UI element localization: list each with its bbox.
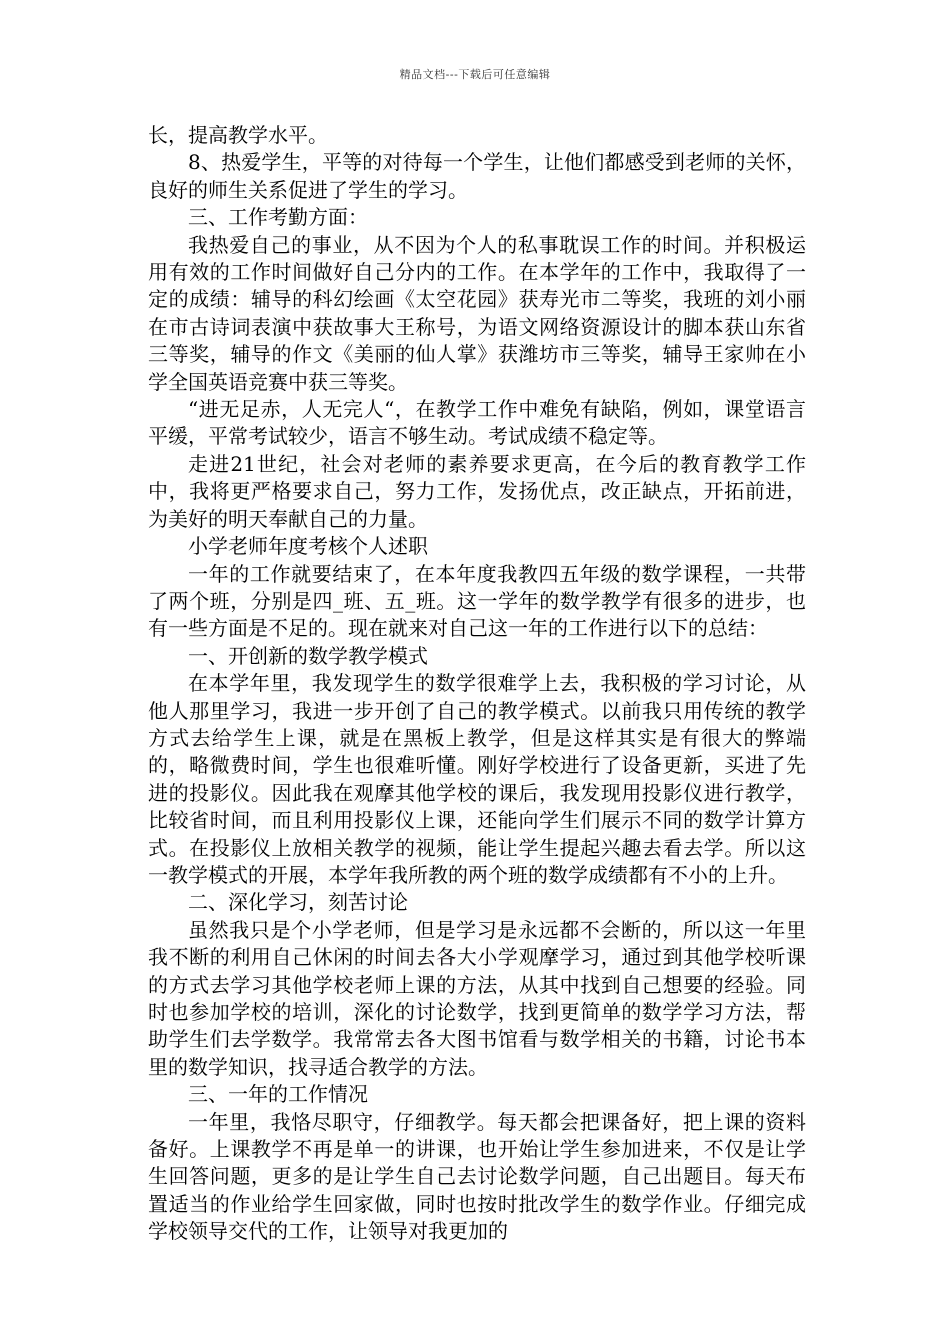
paragraph: 一年的工作就要结束了，在本年度我教四五年级的数学课程，一共带了两个班，分别是四_班、五_班。这一学年的数学教学有很多的进步，也有一些方面是不足的。现在就来对自己这一年的工作进行以下的总结： [148,561,806,641]
section-heading: 二、深化学习，刻苦讨论 [188,890,408,915]
paragraph: 虽然我只是个小学老师，但是学习是永远都不会断的，所以这一年里我不断的利用自己休闲的时间去各大小学观摩学习，通过到其他学校听课的方式去学习其他学校老师上课的方法，从其中找到自己想要的经验。同时也参加学校的培训，深化的讨论数学，找到更简单的数学学习方法，帮助学生们去学数学。我常常去各大图书馆看与数学相关的书籍，讨论书本里的数学知识，找寻适合教学的方法。 [148,917,806,1079]
paragraph: “进无足赤，人无完人“，在教学工作中难免有缺陷，例如，课堂语言平缓，平常考试较少，语言不够生动。考试成绩不稳定等。 [148,397,806,449]
paragraph: 我热爱自己的事业，从不因为个人的私事耽误工作的时间。并积极运用有效的工作时间做好自己分内的工作。在本学年的工作中，我取得了一定的成绩：辅导的科幻绘画《太空花园》获寿光市二等奖，我班的刘小丽在市古诗词表演中获故事大王称号，为语文网络资源设计的脚本获山东省三等奖，辅导的作文《美丽的仙人掌》获潍坊市三等奖，辅导王家帅在小学全国英语竞赛中获三等奖。 [148,232,806,394]
paragraph: 8、热爱学生，平等的对待每一个学生，让他们都感受到老师的关怀，良好的师生关系促进了学生的学习。 [148,150,806,202]
document-title: 小学老师年度考核个人述职 [188,534,428,559]
paragraph: 长，提高教学水平。 [148,123,328,147]
section-heading: 一、开创新的数学教学模式 [188,643,428,668]
paragraph: 在本学年里，我发现学生的数学很难学上去，我积极的学习讨论，从他人那里学习，我进一步开创了自己的教学模式。以前我只用传统的教学方式去给学生上课，就是在黑板上教学，但是这样其实是有很大的弊端的，略微费时间，学生也很难听懂。刚好学校进行了设备更新，买进了先进的投影仪。因此我在观摩其他学校的课后，我发现用投影仪进行教学，比较省时间，而且利用投影仪上课，还能向学生们展示不同的数学计算方式。在投影仪上放相关教学的视频，能让学生提起兴趣去看去学。所以这一教学模式的开展，本学年我所教的两个班的数学成绩都有不小的上升。 [148,671,806,887]
document-body [148,122,806,1246]
section-heading: 三、工作考勤方面： [188,205,368,230]
paragraph: 走进21世纪，社会对老师的素养要求更高，在今后的教育教学工作中，我将更严格要求自己，努力工作，发扬优点，改正缺点，开拓前进，为美好的明天奉献自己的力量。 [148,451,806,531]
page-header: 精品文档---下载后可任意编辑 [399,68,551,81]
paragraph: 一年里，我恪尽职守，仔细教学。每天都会把课备好，把上课的资料备好。上课教学不再是单一的讲课，也开始让学生参加进来，不仅是让学生回答问题，更多的是让学生自己去讨论数学问题，自己出题目。每天布置适当的作业给学生回家做，同时也按时批改学生的数学作业。仔细完成学校领导交代的工作，让领导对我更加的 [148,1109,806,1244]
section-heading: 三、一年的工作情况 [188,1082,368,1107]
